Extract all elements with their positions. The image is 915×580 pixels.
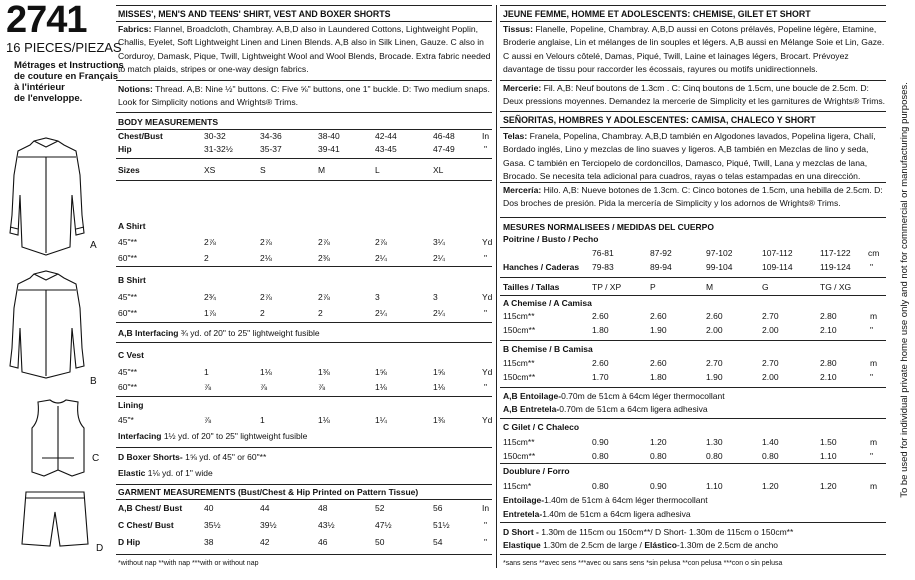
a-chemise-title: A Chemise / A Camisa bbox=[503, 298, 592, 308]
garment-rule bbox=[116, 484, 492, 485]
telas-paragraph: Telas: Franela, Popelina, Chambray. A,B,D también en Algodones lavados, Popelina ligera, Chalí, Bordado inglés, Lino y mezclas de lino suaves y ligeros. A,B también en Mezclas de lino y seda, Gasa. C también en Terciopelo de cordoncillos, Damasco, Piqué, Twill, Lana y mezclas de lana, Brocado. Se necesita tela adicional para cuadros, rayas o telas estampadas en una dirección. bbox=[503, 131, 876, 181]
sizes-rule bbox=[116, 158, 492, 159]
entretela-row: Entretela-1.40m de 51cm a 64cm ligera adhesiva bbox=[503, 509, 691, 519]
fr-bottom-rule bbox=[500, 554, 886, 555]
d-boxer-row: D Boxer Shorts- 1⅝ yd. of 45" or 60"** bbox=[118, 452, 267, 462]
elastique-row: Elastique 1.30m de 2.5cm de large / Elástico-1.30m de 2.5cm de ancho bbox=[503, 540, 779, 550]
es-title-rule-top bbox=[500, 111, 886, 112]
garment-measurements-title: GARMENT MEASUREMENTS (Bust/Chest & Hip Printed on Pattern Tissue) bbox=[118, 487, 419, 497]
metric-footnote: *sans sens **avec sens ***avec ou sans sens *sin pelusa **con pelusa ***con o sin pelusa bbox=[503, 560, 783, 567]
ab-interfacing-row: A,B Interfacing ¾ yd. of 20" to 25" lightweight fusible bbox=[118, 328, 320, 338]
view-a-label: A bbox=[90, 240, 97, 251]
ab-entoilage-row: A,B Entoilage-0.70m de 51cm à 64cm léger thermocollant bbox=[503, 391, 725, 401]
pattern-number: 2741 bbox=[6, 0, 87, 41]
d-boxer-rule bbox=[116, 447, 492, 448]
c-vest-title: C Vest bbox=[118, 350, 144, 360]
notions-rule bbox=[116, 80, 492, 81]
title-french: JEUNE FEMME, HOMME ET ADOLESCENTS: CHEMISE, GILET ET SHORT bbox=[503, 9, 811, 19]
view-a-shirt-illustration bbox=[6, 135, 88, 260]
fr-top-rule bbox=[500, 5, 886, 6]
view-b-label: B bbox=[90, 376, 97, 387]
lining-title: Lining bbox=[118, 400, 144, 410]
c-gilet-rule bbox=[500, 418, 886, 419]
ab-entoilage-rule bbox=[500, 387, 886, 388]
en-title-rule bbox=[116, 21, 492, 22]
french-instructions-note: Métrages et Instructions de couture en Français à l'intérieur de l'enveloppe. bbox=[14, 60, 124, 104]
merceria-rule bbox=[500, 182, 886, 183]
title-spanish: SEÑORITAS, HOMBRES Y ADOLESCENTES: CAMISA, CHALECO Y SHORT bbox=[503, 115, 816, 125]
ab-interfacing-rule bbox=[116, 322, 492, 323]
metric-rule bbox=[500, 217, 886, 218]
metric-title: MESURES NORMALISEES / MEDIDAS DEL CUERPO bbox=[503, 222, 714, 232]
c-gilet-title: C Gilet / C Chaleco bbox=[503, 422, 580, 432]
a-chemise-rule bbox=[500, 295, 886, 296]
title-english: MISSES', MEN'S AND TEENS' SHIRT, VEST AND BOXER SHORTS bbox=[118, 9, 391, 19]
tissus-paragraph: Tissus: Flanelle, Popeline, Chambray. A,B,D aussi en Cotons prélavés, Popeline légère, Etamine, Broderie anglaise, Lin et mélanges de lin souples et légers. A,B aussi en Mélange Soie et Lin, Gaze. C aussi en Velours côtelé, Damas, Piqué, Twill, Laine et lainages légers, Brocart. Prévoyez davantage de tissu pour raccorder les écossais, rayures ou motifs unidirectionnels. bbox=[503, 24, 885, 74]
en-top-rule bbox=[116, 5, 492, 6]
mercerie-paragraph: Mercerie: Fil. A,B: Neuf boutons de 1.3cm . C: Cinq boutons de 1.5cm, une boucle de 2.5cm. D: Deux pressions moyennes. Demandez la mercerie de Simplicity et les garnitures de Wrights® Trims. bbox=[503, 83, 886, 107]
b-chemise-title: B Chemise / B Camisa bbox=[503, 344, 593, 354]
d-short-row: D Short - 1.30m de 115cm ou 150cm**/ D Short- 1.30m de 115cm o 150cm** bbox=[503, 527, 794, 537]
fabrics-paragraph: Fabrics: Flannel, Broadcloth, Chambray. A,B,D also in Laundered Cottons, Lightweight Poplin, Challis, Eyelet, Soft Lightweight Linen and Linen Blends. A,B also in Silk Linen, Gauze. C also in Corduroy, Damask, Pique, Twill, Lightweight Wool and Wool Blends, Brocade. Extra fabric needed to match plaids, stripes or one-way design fabrics. bbox=[118, 24, 491, 74]
lining-rule bbox=[116, 396, 492, 397]
entoilage-row: Entoilage-1.40m de 51cm à 64cm léger thermocollant bbox=[503, 495, 708, 505]
tailles-rule bbox=[500, 277, 886, 278]
pieces-count: 16 PIECES/PIEZAS bbox=[6, 40, 122, 55]
notions-paragraph: Notions: Thread. A,B: Nine ½" buttons. C: Five ⅝" buttons, one 1" buckle. D: Two medium snaps. Look for Simplicity notions and Wrights® Trims. bbox=[118, 84, 490, 108]
a-shirt-title: A Shirt bbox=[118, 221, 146, 231]
a-shirt-rule bbox=[116, 180, 492, 181]
column-divider bbox=[496, 5, 497, 568]
view-c-vest-illustration bbox=[28, 398, 88, 480]
b-chemise-rule bbox=[500, 340, 886, 341]
ab-entretela-row: A,B Entretela-0.70m de 51cm a 64cm ligera adhesiva bbox=[503, 404, 708, 414]
merceria-paragraph: Mercería: Hilo. A,B: Nueve botones de 1.3cm. C: Cinco botones de 1.5cm, una hebilla de 2.5cm. D: Dos broches de presión. Pida la mercería de Simplicity y los adornos de Wrights® Trims. bbox=[503, 185, 883, 209]
en-bottom-rule bbox=[116, 554, 492, 555]
elastic-row: Elastic 1⅛ yd. of 1" wide bbox=[118, 468, 213, 478]
b-shirt-rule bbox=[116, 266, 492, 267]
c-vest-rule bbox=[116, 342, 492, 343]
en-footnote: *without nap **with nap ***with or without nap bbox=[118, 560, 259, 567]
view-d-shorts-illustration bbox=[16, 488, 94, 550]
doublure-rule bbox=[500, 463, 886, 464]
view-b-shirt-illustration bbox=[6, 268, 88, 383]
body-rule bbox=[116, 112, 492, 113]
interfacing-row: Interfacing 1½ yd. of 20" to 25" lightweight fusible bbox=[118, 431, 308, 441]
body-measurements-title: BODY MEASUREMENTS bbox=[118, 117, 219, 127]
es-title-rule bbox=[500, 127, 886, 128]
body-title-rule bbox=[116, 129, 492, 130]
b-shirt-title: B Shirt bbox=[118, 275, 146, 285]
view-d-label: D bbox=[96, 543, 104, 554]
doublure-title: Doublure / Forro bbox=[503, 466, 570, 476]
side-legal-note: To be used for individual private home use only and not for commercial or manufacturing purposes. bbox=[899, 82, 910, 498]
mercerie-rule bbox=[500, 80, 886, 81]
fr-title-rule bbox=[500, 21, 886, 22]
d-short-rule bbox=[500, 522, 886, 523]
view-c-label: C bbox=[92, 453, 100, 464]
garment-title-rule bbox=[116, 499, 492, 500]
